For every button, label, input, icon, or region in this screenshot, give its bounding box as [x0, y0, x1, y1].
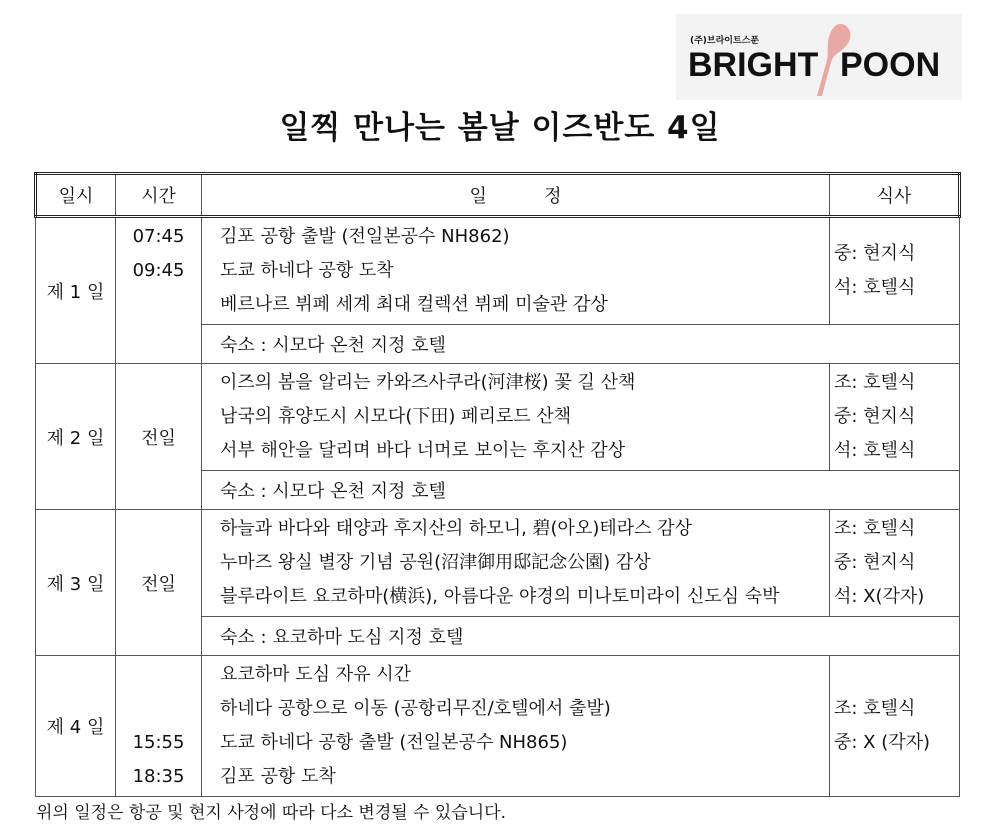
day4-time-1: 15:55 — [132, 732, 185, 753]
day2-meal-3: 석: 호텔식 — [834, 440, 916, 461]
day1-time-1: 07:45 — [132, 226, 185, 247]
day3-label: 제 3 일 — [36, 510, 116, 656]
day3-meal-1: 조: 호텔식 — [834, 518, 916, 539]
day1-times — [116, 217, 202, 364]
day1-meals — [830, 217, 960, 325]
day1-activity-2: 도쿄 하네다 공항 도착 — [220, 260, 394, 281]
day4-activity-2: 하네다 공항으로 이동 (공항리무진/호텔에서 출발) — [220, 698, 611, 719]
day3-activity-2: 누마즈 왕실 별장 기념 공원(沼津御用邸記念公園) 감상 — [220, 552, 651, 573]
day3-meals — [830, 510, 960, 617]
day1-time-2: 09:45 — [132, 260, 185, 281]
day4-activity-1: 요코하마 도심 자유 시간 — [220, 664, 412, 685]
day3-activities — [202, 510, 830, 617]
header-day: 일시 — [36, 174, 116, 217]
itinerary-table — [34, 172, 961, 797]
day2-activity-3: 서부 해안을 달리며 바다 너머로 보이는 후지산 감상 — [220, 440, 626, 461]
day2-time-note: 전일 — [116, 364, 202, 510]
day4-activity-3: 도쿄 하네다 공항 출발 (전일본공수 NH865) — [220, 732, 568, 753]
logo-wordmark-right: POON — [840, 46, 941, 84]
day2-activity-2: 남국의 휴양도시 시모다(下田) 페리로드 산책 — [220, 406, 572, 427]
day3-row — [36, 510, 960, 617]
day2-label: 제 2 일 — [36, 364, 116, 510]
day2-lodging: 숙소 : 시모다 온천 지정 호텔 — [202, 471, 960, 510]
day4-label: 제 4 일 — [36, 656, 116, 797]
day3-time-note: 전일 — [116, 510, 202, 656]
footnote: 위의 일정은 항공 및 현지 사정에 따라 다소 변경될 수 있습니다. — [36, 803, 506, 823]
day1-activity-1: 김포 공항 출발 (전일본공수 NH862) — [220, 226, 510, 247]
day4-activities — [202, 656, 830, 797]
day1-activities — [202, 217, 830, 325]
day1-meal-1: 중: 현지식 — [834, 243, 916, 264]
day4-times — [116, 656, 202, 797]
day2-meal-2: 중: 현지식 — [834, 406, 916, 427]
day4-time-2: 18:35 — [132, 766, 185, 787]
day4-row — [36, 656, 960, 797]
day1-row — [36, 217, 960, 325]
header-time: 시간 — [116, 174, 202, 217]
day3-activity-3: 블루라이트 요코하마(横浜), 아름다운 야경의 미나토미라이 신도심 숙박 — [220, 586, 780, 607]
day3-activity-1: 하늘과 바다와 태양과 후지산의 하모니, 碧(아오)테라스 감상 — [220, 518, 693, 539]
day2-meal-1: 조: 호텔식 — [834, 372, 916, 393]
day1-lodging: 숙소 : 시모다 온천 지정 호텔 — [202, 325, 960, 364]
day2-activity-1: 이즈의 봄을 알리는 카와즈사쿠라(河津桜) 꽃 길 산책 — [220, 372, 636, 393]
day3-meal-2: 중: 현지식 — [834, 552, 916, 573]
day4-activity-4: 김포 공항 도착 — [220, 766, 336, 787]
day2-activities — [202, 364, 830, 471]
day3-lodging: 숙소 : 요코하마 도심 지정 호텔 — [202, 617, 960, 656]
table-header-row — [36, 174, 960, 217]
day2-meals — [830, 364, 960, 471]
day4-meal-2: 중: X (각자) — [834, 732, 931, 753]
day4-meals — [830, 656, 960, 797]
day1-activity-3: 베르나르 뷔페 세계 최대 컬렉션 뷔페 미술관 감상 — [220, 294, 608, 315]
day2-row — [36, 364, 960, 471]
day3-meal-3: 석: X(각자) — [834, 586, 925, 607]
header-meal: 식사 — [830, 174, 960, 217]
logo-wordmark-left: BRIGHT — [688, 46, 819, 84]
day1-label: 제 1 일 — [36, 217, 116, 364]
page-title: 일찍 만나는 봄날 이즈반도 4일 — [279, 110, 721, 146]
day4-meal-1: 조: 호텔식 — [834, 698, 916, 719]
logo-company-name: (주)브라이트스푼 — [690, 36, 760, 46]
day1-meal-2: 석: 호텔식 — [834, 277, 916, 298]
header-schedule: 일 정 — [202, 174, 830, 217]
